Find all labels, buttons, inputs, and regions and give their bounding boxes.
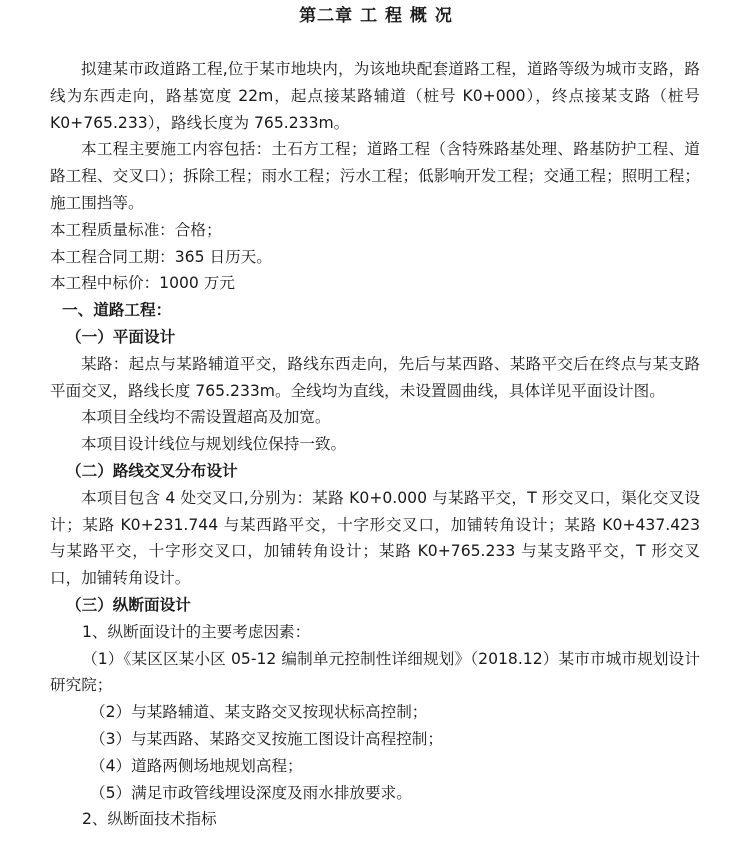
- subsection-heading-profile-design: （三）纵断面设计: [66, 595, 191, 614]
- contract-period: 本工程合同工期：365 日历天。: [50, 247, 272, 266]
- profile-factor-item-5: （5）满足市政管线埋设深度及雨水排放要求。: [90, 783, 412, 802]
- profile-factor-item-1: （1）《某区区某小区 05-12 编制单元控制性详细规划》（2018.12）某市市城市规划设计研究院；: [50, 649, 700, 695]
- profile-point-1: 1、纵断面设计的主要考虑因素：: [82, 622, 311, 641]
- quality-standard: 本工程质量标准：合格；: [50, 220, 222, 239]
- subsection-heading-intersection-design: （二）路线交叉分布设计: [66, 461, 238, 480]
- plane-design-paragraph-2: 本项目全线均不需设置超高及加宽。: [81, 408, 331, 427]
- subsection-heading-plane-design: （一）平面设计: [66, 327, 176, 346]
- plane-design-paragraph-1: 某路：起点与某路辅道平交，路线东西走向，先后与某西路、某路平交后在终点与某支路平面交叉，路线长度 765.233m。全线均为直线，未设置圆曲线，具体详见平面设计图。: [50, 354, 700, 400]
- overview-paragraph-1: 拟建某市政道路工程,位于某市地块内，为该地块配套道路工程，道路等级为城市支路，路线为东西走向，路基宽度 22m，起点接某路辅道（桩号 K0+000），终点接某支路（桩号 K0+765.233），路线长度为 765.233m。: [50, 60, 700, 132]
- profile-factor-item-4: （4）道路两侧场地规划高程；: [90, 756, 303, 775]
- profile-factor-item-3: （3）与某西路、某路交叉按施工图设计高程控制；: [90, 729, 443, 748]
- bid-price: 本工程中标价：1000 万元: [50, 274, 235, 293]
- overview-paragraph-2: 本工程主要施工内容包括：土石方工程；道路工程（含特殊路基处理、路基防护工程、道路工程、交叉口）；拆除工程；雨水工程；污水工程；低影响开发工程；交通工程；照明工程；施工围挡等。: [50, 140, 700, 212]
- document-body: [50, 56, 700, 833]
- chapter-title: 第二章 工 程 概 况: [299, 6, 453, 26]
- section-heading-road-engineering: 一、道路工程：: [62, 301, 172, 320]
- profile-factor-item-2: （2）与某路辅道、某支路交叉按现状标高控制；: [90, 703, 428, 722]
- plane-design-paragraph-3: 本项目设计线位与规划线位保持一致。: [81, 435, 347, 454]
- profile-point-2: 2、纵断面技术指标: [82, 810, 217, 829]
- intersection-design-paragraph: 本项目包含 4 处交叉口,分别为：某路 K0+0.000 与某路平交，T 形交叉口，渠化交叉设计；某路 K0+231.744 与某西路平交，十字形交叉口，加铺转角设计；某路 K0+437.423 与某路平交，十字形交叉口，加铺转角设计；某路 K0+765.233 与某支路平交，T 形交叉口，加铺转角设计。: [50, 488, 700, 588]
